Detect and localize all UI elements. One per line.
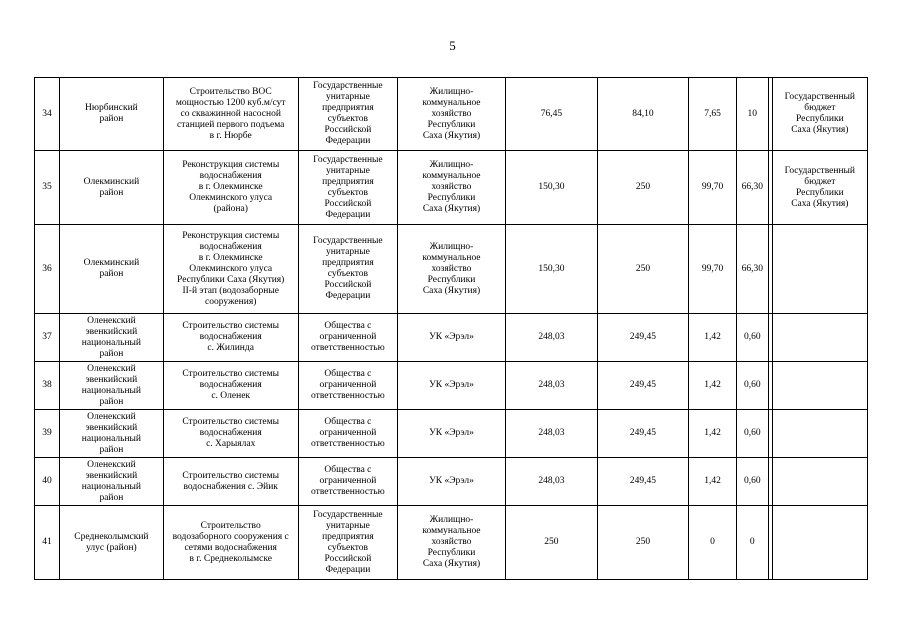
table-row [35, 314, 868, 362]
project-cell: Реконструкция системы водоснабжения в г. Олекминске Олекминского улуса (района) [163, 151, 298, 225]
owner-type-cell: Общества с ограниченной ответственностью [298, 410, 397, 458]
value-cell-3: 99,70 [688, 225, 736, 314]
value-cell-3: 1,42 [688, 362, 736, 410]
table-row [35, 151, 868, 225]
row-number: 38 [35, 362, 60, 410]
value-cell-2: 250 [597, 225, 688, 314]
project-cell: Строительство водозаборного сооружения с сетями водоснабжения в г. Среднеколымске [163, 506, 298, 580]
row-number: 35 [35, 151, 60, 225]
value-cell-2: 249,45 [597, 314, 688, 362]
project-cell: Реконструкция системы водоснабжения в г. Олекминске Олекминского улуса Республики Саха (Якутия) II-й этап (водозаборные сооружения) [163, 225, 298, 314]
value-cell-1: 248,03 [505, 362, 597, 410]
page-number: 5 [449, 38, 456, 53]
district-cell: Оленекский эвенкийский национальный район [60, 410, 164, 458]
value-cell-2: 249,45 [597, 410, 688, 458]
value-cell-3: 7,65 [688, 78, 736, 151]
budget-source-cell [772, 362, 867, 410]
value-cell-4: 66,30 [737, 225, 768, 314]
sector-cell: УК «Эрэл» [398, 458, 506, 506]
investment-projects-table [34, 77, 868, 580]
value-cell-4: 66,30 [737, 151, 768, 225]
value-cell-2: 250 [597, 506, 688, 580]
budget-source-cell [772, 410, 867, 458]
owner-type-cell: Общества с ограниченной ответственностью [298, 314, 397, 362]
value-cell-4: 0,60 [737, 314, 768, 362]
owner-type-cell: Государственные унитарные предприятия субъектов Российской Федерации [298, 506, 397, 580]
value-cell-2: 84,10 [597, 78, 688, 151]
value-cell-3: 1,42 [688, 410, 736, 458]
project-cell: Строительство системы водоснабжения с. Харыялах [163, 410, 298, 458]
value-cell-2: 249,45 [597, 362, 688, 410]
value-cell-4: 0,60 [737, 410, 768, 458]
value-cell-4: 10 [737, 78, 768, 151]
district-cell: Оленекский эвенкийский национальный район [60, 458, 164, 506]
value-cell-1: 150,30 [505, 151, 597, 225]
value-cell-4: 0 [737, 506, 768, 580]
sector-cell: Жилищно- коммунальное хозяйство Республики Саха (Якутия) [398, 151, 506, 225]
value-cell-1: 248,03 [505, 410, 597, 458]
sector-cell: Жилищно- коммунальное хозяйство Республики Саха (Якутия) [398, 506, 506, 580]
budget-source-cell [772, 314, 867, 362]
value-cell-2: 250 [597, 151, 688, 225]
table-row [35, 506, 868, 580]
value-cell-1: 248,03 [505, 458, 597, 506]
owner-type-cell: Общества с ограниченной ответственностью [298, 458, 397, 506]
sector-cell: УК «Эрэл» [398, 410, 506, 458]
value-cell-3: 99,70 [688, 151, 736, 225]
district-cell: Олекминский район [60, 151, 164, 225]
value-cell-3: 1,42 [688, 314, 736, 362]
sector-cell: Жилищно- коммунальное хозяйство Республики Саха (Якутия) [398, 78, 506, 151]
table-row [35, 78, 868, 151]
row-number: 41 [35, 506, 60, 580]
project-cell: Строительство системы водоснабжения с. Эйик [163, 458, 298, 506]
table-row [35, 225, 868, 314]
value-cell-1: 248,03 [505, 314, 597, 362]
project-cell: Строительство ВОС мощностью 1200 куб.м/сут со скважинной насосной станцией первого подъема в г. Нюрбе [163, 78, 298, 151]
district-cell: Среднеколымский улус (район) [60, 506, 164, 580]
district-cell: Оленекский эвенкийский национальный район [60, 314, 164, 362]
value-cell-1: 76,45 [505, 78, 597, 151]
sector-cell: УК «Эрэл» [398, 362, 506, 410]
value-cell-3: 0 [688, 506, 736, 580]
table-row [35, 362, 868, 410]
sector-cell: УК «Эрэл» [398, 314, 506, 362]
value-cell-4: 0,60 [737, 458, 768, 506]
row-number: 36 [35, 225, 60, 314]
budget-source-cell: Государственный бюджет Республики Саха (Якутия) [772, 151, 867, 225]
owner-type-cell: Государственные унитарные предприятия субъектов Российской Федерации [298, 225, 397, 314]
district-cell: Олекминский район [60, 225, 164, 314]
row-number: 40 [35, 458, 60, 506]
budget-source-cell [772, 458, 867, 506]
row-number: 39 [35, 410, 60, 458]
table-row [35, 410, 868, 458]
project-cell: Строительство системы водоснабжения с. Жилинда [163, 314, 298, 362]
value-cell-1: 250 [505, 506, 597, 580]
table-row [35, 458, 868, 506]
value-cell-3: 1,42 [688, 458, 736, 506]
owner-type-cell: Общества с ограниченной ответственностью [298, 362, 397, 410]
owner-type-cell: Государственные унитарные предприятия субъектов Российской Федерации [298, 151, 397, 225]
owner-type-cell: Государственные унитарные предприятия субъектов Российской Федерации [298, 78, 397, 151]
budget-source-cell [772, 506, 867, 580]
project-cell: Строительство системы водоснабжения с. Оленек [163, 362, 298, 410]
value-cell-2: 249,45 [597, 458, 688, 506]
sector-cell: Жилищно- коммунальное хозяйство Республики Саха (Якутия) [398, 225, 506, 314]
row-number: 37 [35, 314, 60, 362]
value-cell-1: 150,30 [505, 225, 597, 314]
district-cell: Нюрбинский район [60, 78, 164, 151]
district-cell: Оленекский эвенкийский национальный район [60, 362, 164, 410]
value-cell-4: 0,60 [737, 362, 768, 410]
budget-source-cell [772, 225, 867, 314]
row-number: 34 [35, 78, 60, 151]
budget-source-cell: Государственный бюджет Республики Саха (Якутия) [772, 78, 867, 151]
